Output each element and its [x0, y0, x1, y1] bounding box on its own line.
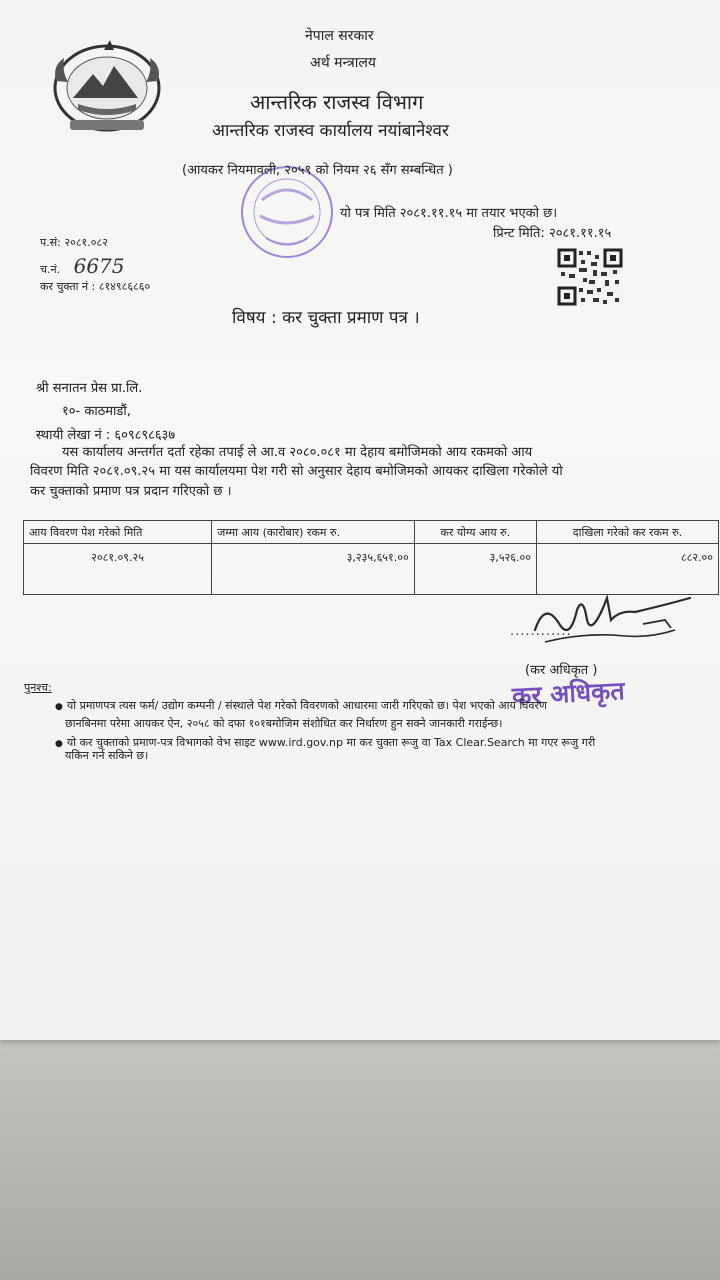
body-line-2: विवरण मिति २०८१.०९.२५ मा यस कार्यालयमा पेश गरी सो अनुसार देहाय बमोजिमको आयकर दाखिला गरेकोले यो — [30, 464, 563, 479]
officer-label: (कर अधिकृत ) — [525, 663, 598, 678]
header-filing-date: आय विवरण पेश गरेको मिति — [24, 521, 212, 544]
recipient-name: श्री सनातन प्रेस प्रा.लि. — [36, 381, 143, 396]
cell-taxable-income: ३,५२६.०० — [414, 544, 536, 595]
notes-title: पुनश्च: — [24, 681, 52, 694]
note-1-text: यो प्रमाणपत्र त्यस फर्म/ उद्योग कम्पनी / संस्थाले पेश गरेको विवरणको आधारमा जारी गरिएको छ। पेश भएको आय विवरण — [66, 699, 547, 712]
note-2-text: यो कर चुक्ताको प्रमाण-पत्र विभागको वेभ साइट www.ird.gov.np मा कर चुक्ता रूजु वा Tax Clear.Search मा गएर रूजु गरी — [66, 736, 596, 749]
government-title: नेपाल सरकार — [305, 28, 374, 44]
dispatch-handwritten: 6675 — [73, 254, 125, 278]
body-line-1: यस कार्यालय अन्तर्गत दर्ता रहेका तपाई ले आ.व २०८०.०८१ मा देहाय बमोजिमको आय रकमको आय — [62, 445, 533, 460]
department-title: आन्तरिक राजस्व विभाग — [250, 90, 424, 114]
office-title: आन्तरिक राजस्व कार्यालय नयांबानेश्वर — [212, 121, 449, 141]
recipient-address: १०- काठमाडौं, — [62, 404, 131, 419]
dispatch-number — [40, 254, 125, 278]
bullet-icon: ● — [55, 702, 63, 712]
print-date: प्रिन्ट मिति: २०८१.११.१५ — [493, 226, 612, 241]
pan-number: स्थायी लेखा नं : ६०९८९८६३७ — [36, 428, 176, 443]
prepared-date: यो पत्र मिति २०८१.११.१५ मा तयार भएको छ। — [340, 206, 558, 221]
background-surface — [0, 1040, 720, 1280]
cell-tax-paid: ८८२.०० — [536, 544, 718, 595]
note-1 — [55, 698, 547, 713]
note-1-continued: छानबिनमा परेमा आयकर ऐन, २०५८ को दफा १०१बमोजिम संशोधित कर निर्धारण हुन सक्ने जानकारी गराईन्छ। — [65, 717, 503, 730]
letter-number: प.सं: २०८१.०८२ — [40, 236, 108, 249]
officer-stamp: कर अधिकृत — [511, 676, 626, 711]
header-taxable-income: कर योग्य आय रु. — [414, 521, 536, 544]
note-2-continued: यकिन गर्न सकिने छ। — [65, 749, 149, 762]
nepal-emblem-icon — [48, 36, 166, 136]
tax-table — [23, 520, 719, 595]
dispatch-label: च.नं. — [40, 263, 61, 276]
body-line-3: कर चुक्ताको प्रमाण पत्र प्रदान गरिएको छ । — [30, 484, 232, 499]
bullet-icon: ● — [55, 739, 63, 749]
signature-dots: ............ — [510, 624, 572, 639]
subject-heading: विषय : कर चुक्ता प्रमाण पत्र । — [232, 308, 420, 328]
table-header-row — [24, 521, 719, 544]
cell-filing-date: २०८१.०९.२५ — [24, 544, 212, 595]
header-tax-paid: दाखिला गरेको कर रकम रु. — [536, 521, 718, 544]
header-total-income: जम्मा आय (कारोबार) रकम रु. — [212, 521, 415, 544]
rule-reference: (आयकर नियमावली, २०५९ को नियम २६ सँग सम्बन्धित ) — [182, 163, 453, 178]
tax-clearance-number: कर चुक्ता नं : ८१४९८६८६० — [40, 280, 151, 293]
cell-total-income: ३,२३५,६५१.०० — [212, 544, 415, 595]
ministry-title: अर्थ मन्त्रालय — [310, 55, 376, 71]
table-row — [24, 544, 719, 595]
qr-code-icon — [557, 248, 623, 306]
